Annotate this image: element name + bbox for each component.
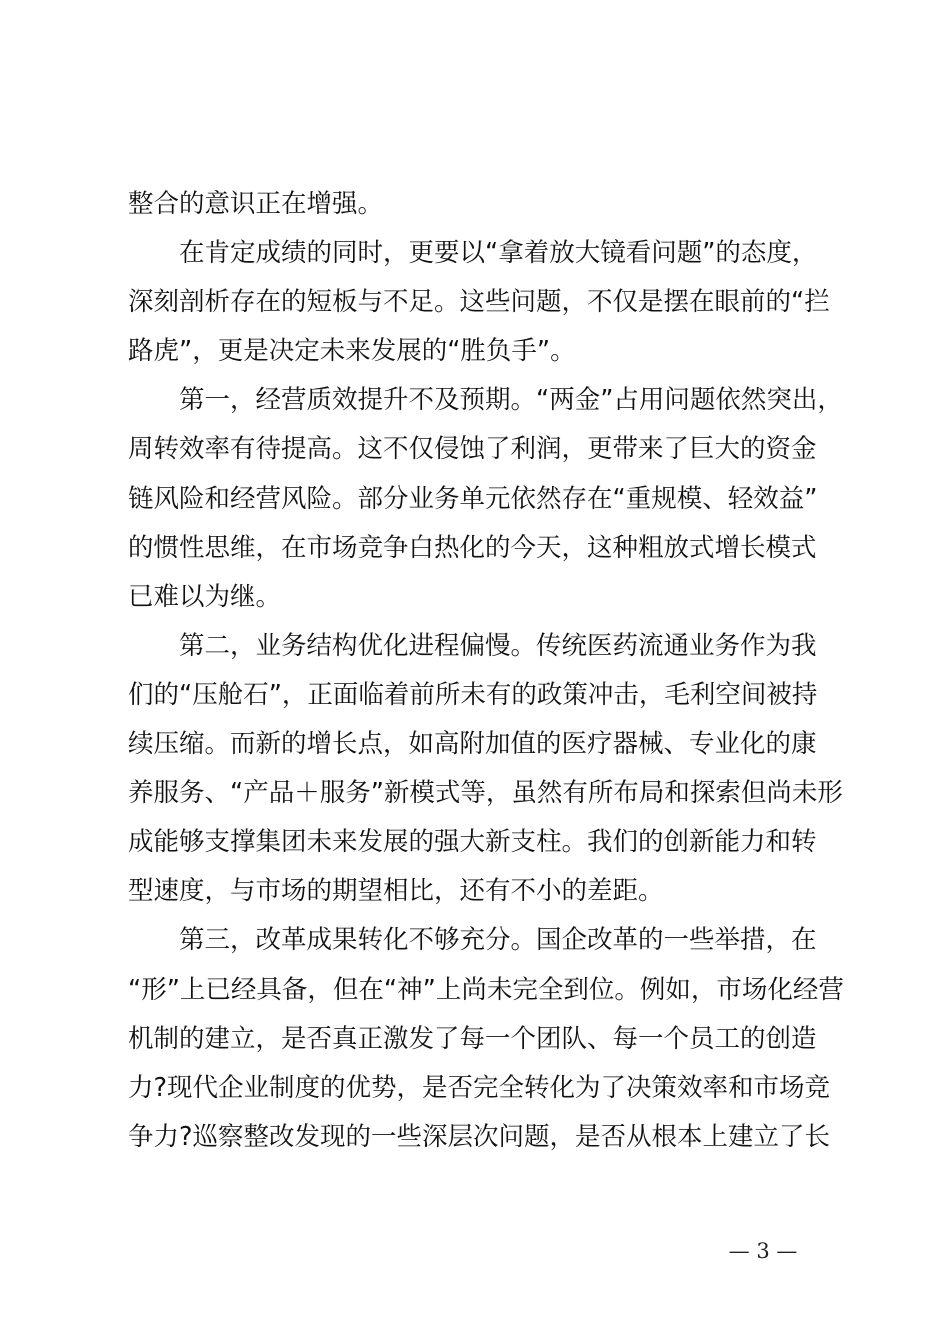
text-line-15: 型速度，与市场的期望相比，还有不小的差距。: [128, 876, 664, 907]
text-line-19: 力?现代企业制度的优势，是否完全转化为了决策效率和市场竞: [128, 1072, 831, 1103]
text-line-20: 争力?巡察整改发现的一些深层次问题，是否从根本上建立了长: [128, 1121, 831, 1152]
text-line-18: 机制的建立，是否真正激发了每一个团队、每一个员工的创造: [128, 1023, 817, 1054]
page-number: — 3 —: [728, 1239, 798, 1263]
text-line-11: 们的“压舱石”，正面临着前所未有的政策冲击，毛利空间被持: [128, 679, 818, 710]
text-line-1: 整合的意识正在增强。: [128, 189, 384, 219]
text-line-2: 在肯定成绩的同时，更要以“拿着放大镜看问题”的态度，: [179, 238, 818, 269]
body-text: [128, 180, 848, 1162]
text-line-10: 第二，业务结构优化进程偏慢。传统医药流通业务作为我: [179, 630, 817, 661]
text-line-17: “形”上已经具备，但在“神”上尚未完全到位。例如，市场化经营: [128, 974, 844, 1005]
text-line-8: 的惯性思维，在市场竞争白热化的今天，这种粗放式增长模式: [128, 532, 817, 563]
text-line-7: 链风险和经营风险。部分业务单元依然存在“重规模、轻效益”: [128, 483, 818, 514]
text-line-13: 养服务、“产品＋服务”新模式等，虽然有所布局和探索但尚未形: [128, 778, 843, 809]
text-line-3: 深刻剖析存在的短板与不足。这些问题，不仅是摆在眼前的“拦: [128, 287, 830, 318]
text-line-5: 第一，经营质效提升不及预期。“两金”占用问题依然突出，: [179, 385, 843, 416]
text-line-4: 路虎”，更是决定未来发展的“胜负手”。: [128, 336, 576, 367]
text-line-16: 第三，改革成果转化不够充分。国企改革的一些举措，在: [179, 925, 817, 956]
text-line-12: 续压缩。而新的增长点，如高附加值的医疗器械、专业化的康: [128, 729, 817, 760]
text-line-6: 周转效率有待提高。这不仅侵蚀了利润，更带来了巨大的资金: [128, 434, 817, 465]
text-line-14: 成能够支撑集团未来发展的强大新支柱。我们的创新能力和转: [128, 827, 817, 858]
text-line-9: 已难以为继。: [128, 581, 282, 612]
